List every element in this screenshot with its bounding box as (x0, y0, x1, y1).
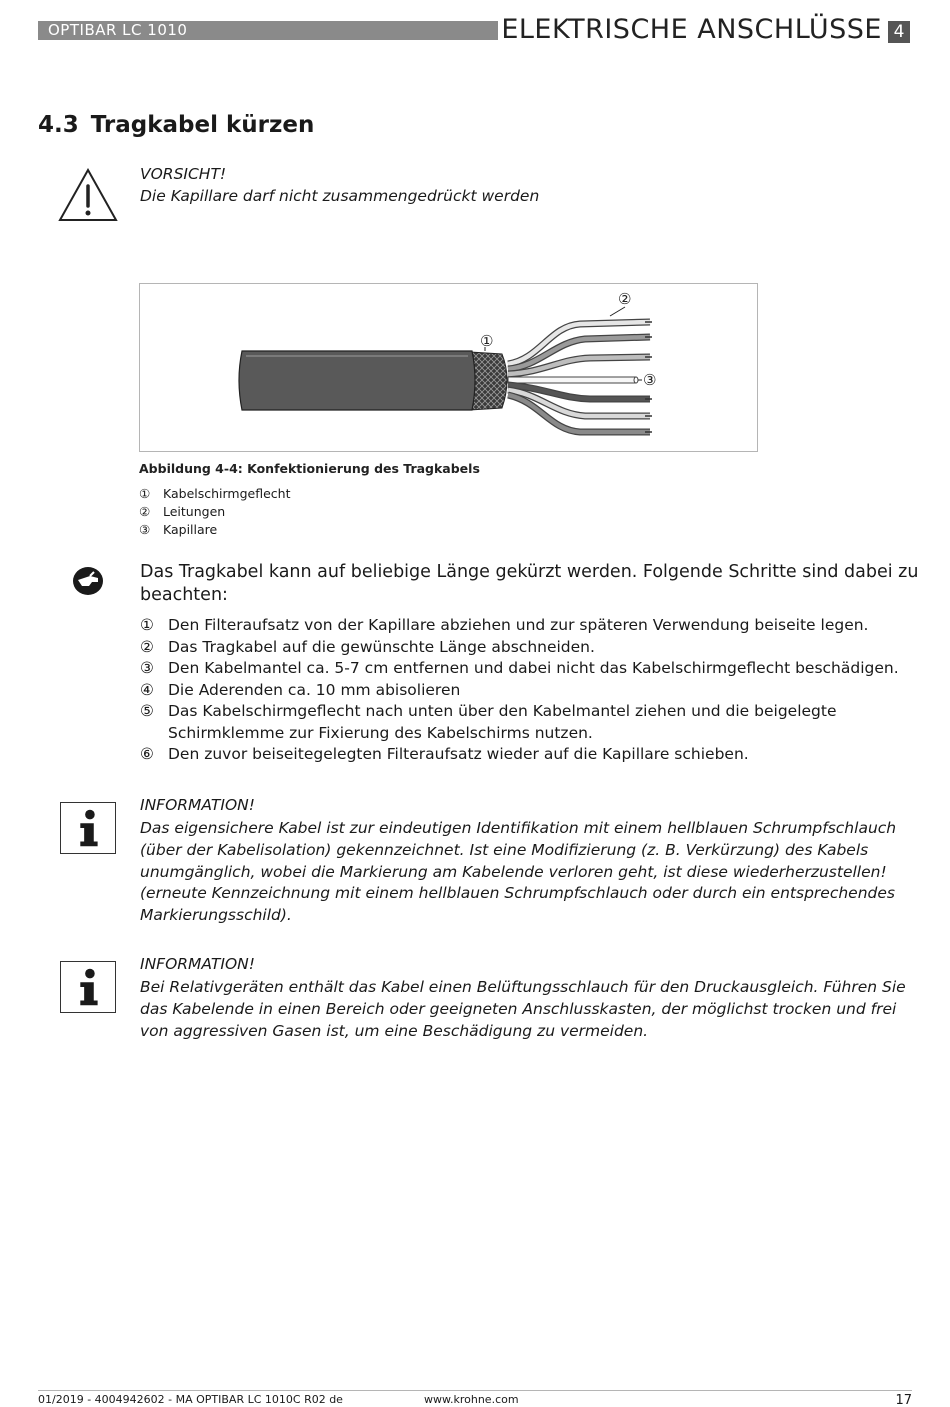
legend-item: ② Leitungen (139, 504, 226, 519)
section-title-text: Tragkabel kürzen (90, 112, 315, 138)
info-text: Bei Relativgeräten enthält das Kabel einen Belüftungsschlauch für den Druckausgleich. Führen Sie das Kabelende in einen Bereich oder geeigneten Anschlusskasten, der möglichst trocken und frei von aggressiven Gasen ist, um eine Beschädigung zu vermeiden. (140, 978, 906, 1040)
list-item: ⑥ Den zuvor beiseitegelegten Filteraufsatz wieder auf die Kapillare schieben. (140, 745, 749, 763)
list-item: ⑤ Das Kabelschirmgeflecht nach unten über den Kabelmantel ziehen und die beigelegte Schirmklemme zur Fixierung des Kabelschirms nutzen. (140, 702, 837, 742)
caution-text: Die Kapillare darf nicht zusammengedrückt werden (140, 187, 540, 205)
footer-divider (38, 1390, 912, 1391)
cable-figure (139, 283, 758, 452)
section-number: 4.3 (38, 112, 79, 138)
info-label: INFORMATION! (140, 796, 255, 814)
warning-triangle-icon (58, 168, 118, 222)
figure-callout-2: ② (618, 290, 632, 308)
figure-callout-3: ③ (643, 371, 657, 389)
section-title (38, 112, 326, 138)
caution-label: VORSICHT! (140, 165, 227, 183)
legend-item: ③ Kapillare (139, 522, 218, 537)
list-item: ④ Die Aderenden ca. 10 mm abisolieren (140, 680, 461, 699)
header-product: OPTIBAR LC 1010 (48, 21, 188, 39)
footer-doc-ref: 01/2019 - 4004942602 - MA OPTIBAR LC 1010C R02 de (38, 1393, 343, 1406)
figure-callout-1: ① (480, 332, 494, 350)
cable-jacket (239, 351, 475, 410)
info-icon (60, 961, 116, 1013)
procedure-steps (140, 615, 930, 766)
hand-icon (72, 566, 104, 596)
list-item: ① Den Filteraufsatz von der Kapillare abziehen und zur späteren Verwendung beiseite legen. (140, 616, 869, 634)
header-chapter-title: ELEKTRISCHE ANSCHLÜSSE (501, 14, 882, 45)
page-number: 17 (895, 1393, 912, 1407)
procedure-intro: Das Tragkabel kann auf beliebige Länge gekürzt werden. Folgende Schritte sind dabei zu beachten: (140, 562, 919, 605)
footer-website: www.krohne.com (424, 1393, 519, 1406)
legend-item: ① Kabelschirmgeflecht (139, 486, 291, 501)
figure-legend (139, 485, 291, 539)
figure-caption: Abbildung 4-4: Konfektionierung des Tragkabels (139, 461, 480, 476)
list-item: ③ Den Kabelmantel ca. 5-7 cm entfernen und dabei nicht das Kabelschirmgeflecht beschädigen. (140, 659, 899, 677)
capillary-tube (508, 377, 636, 383)
info-text: Das eigensichere Kabel ist zur eindeutigen Identifikation mit einem hellblauen Schrumpfschlauch (über der Kabelisolation) gekennzeichnet. Ist eine Modifizierung (z. B. Verkürzung) des Kabels unumgänglich, wobei die Markierung am Kabelende verloren geht, ist diese wiederherzustellen! (erneute Kennzeichnung mit einem hellblauen Schrumpfschlauch oder durch ein entsprechendes Markierungsschild). (140, 819, 897, 925)
cable-illustration (140, 284, 757, 451)
info-label: INFORMATION! (140, 955, 255, 973)
header-chapter-number: 4 (888, 21, 910, 43)
list-item: ② Das Tragkabel auf die gewünschte Länge abschneiden. (140, 637, 595, 656)
info-icon (60, 802, 116, 854)
